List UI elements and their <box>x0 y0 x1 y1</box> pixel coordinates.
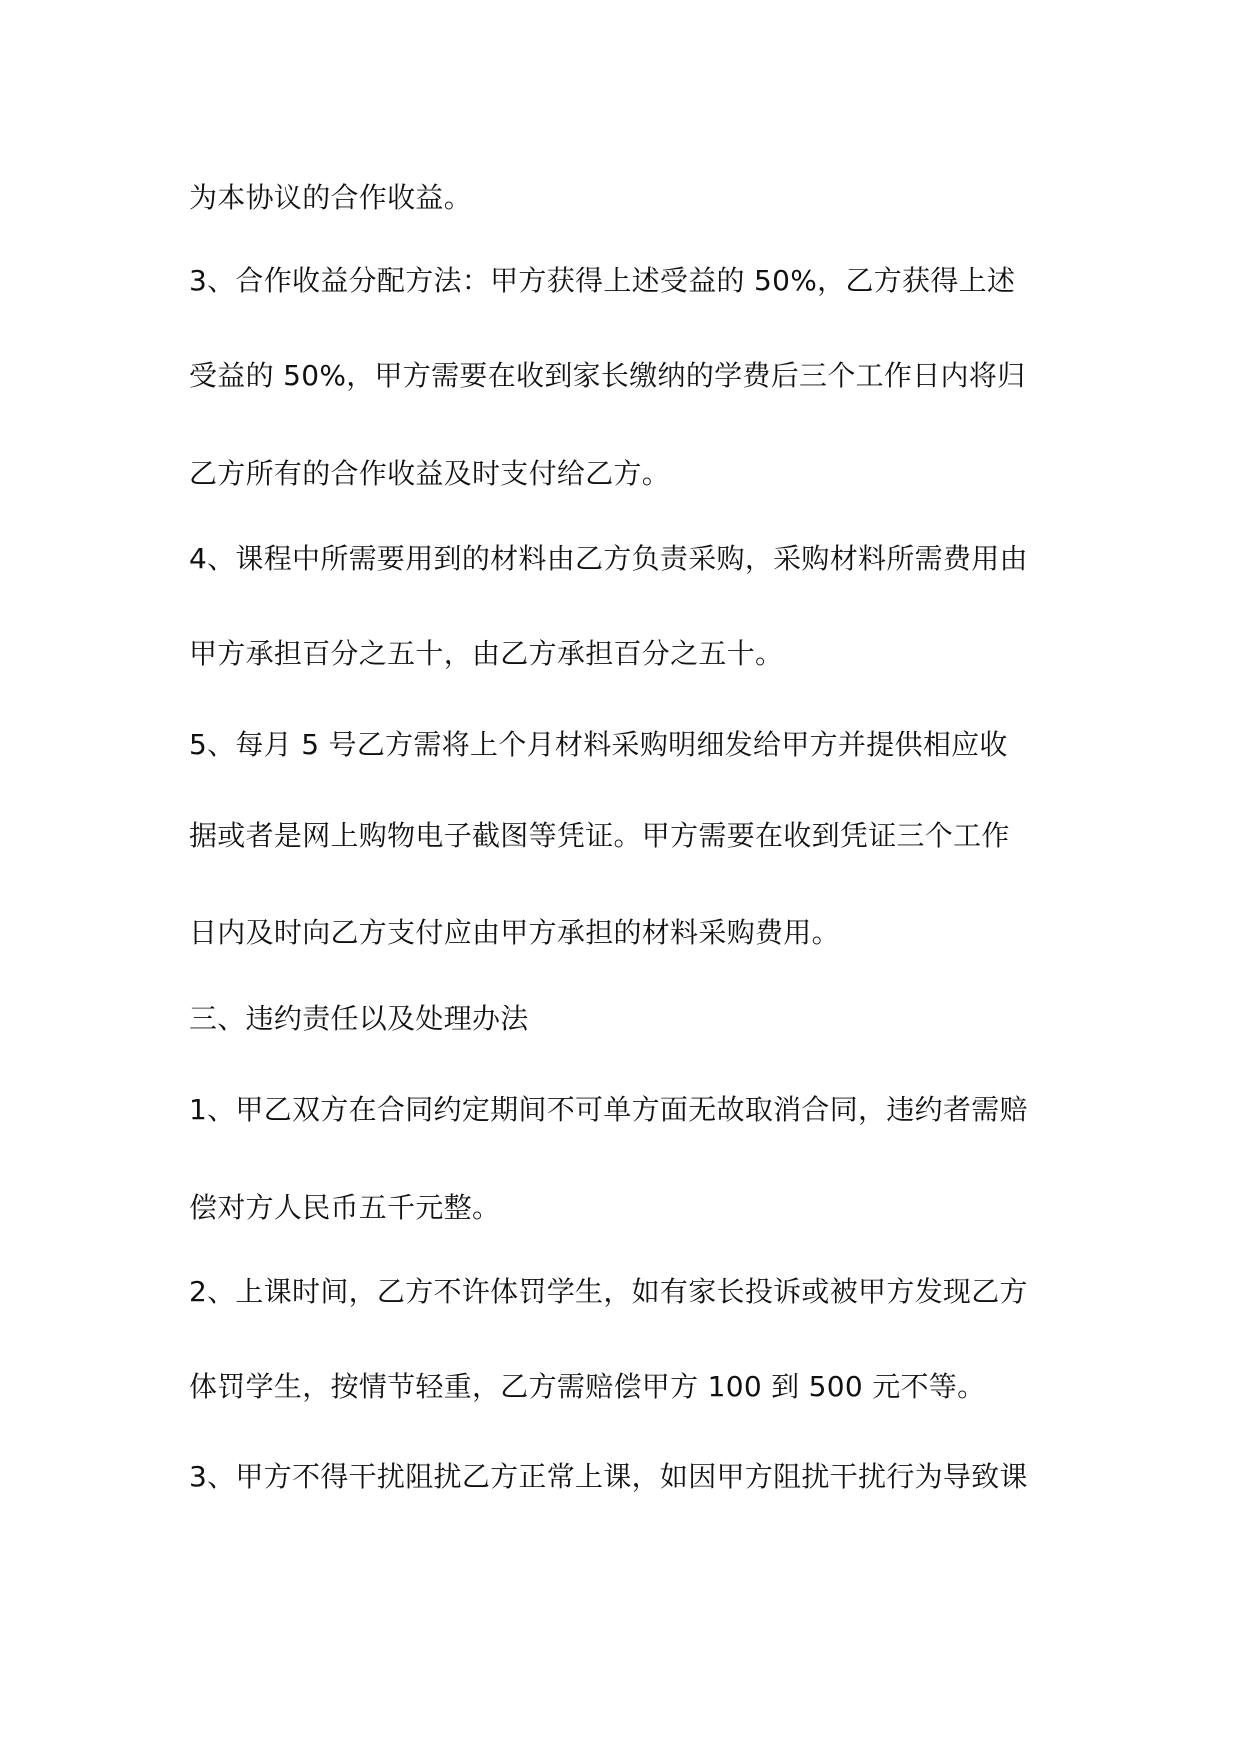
clause-5-line-3: 日内及时向乙方支付应由甲方承担的材料采购费用。 <box>189 916 840 949</box>
clause-3-line-2: 受益的 50%，甲方需要在收到家长缴纳的学费后三个工作日内将归 <box>189 359 1026 392</box>
clause-3-line-3: 乙方所有的合作收益及时支付给乙方。 <box>189 457 671 490</box>
clause-4-line-2: 甲方承担百分之五十，由乙方承担百分之五十。 <box>189 637 784 670</box>
text-line: 为本协议的合作收益。 <box>189 181 473 214</box>
penalty-2-line-1: 2、上课时间，乙方不许体罚学生，如有家长投诉或被甲方发现乙方 <box>189 1275 1028 1308</box>
penalty-2-line-2: 体罚学生，按情节轻重，乙方需赔偿甲方 100 到 500 元不等。 <box>189 1370 986 1403</box>
clause-3-line-1: 3、合作收益分配方法：甲方获得上述受益的 50%，乙方获得上述 <box>189 264 1016 297</box>
clause-5-line-1: 5、每月 5 号乙方需将上个月材料采购明细发给甲方并提供相应收 <box>189 728 1008 761</box>
section-heading: 三、违约责任以及处理办法 <box>189 1002 529 1035</box>
clause-5-line-2: 据或者是网上购物电子截图等凭证。甲方需要在收到凭证三个工作 <box>189 819 1010 852</box>
clause-4-line-1: 4、课程中所需要用到的材料由乙方负责采购，采购材料所需费用由 <box>189 542 1028 575</box>
penalty-3-line-1: 3、甲方不得干扰阻扰乙方正常上课，如因甲方阻扰干扰行为导致课 <box>189 1460 1028 1493</box>
penalty-1-line-2: 偿对方人民币五千元整。 <box>189 1191 501 1224</box>
penalty-1-line-1: 1、甲乙双方在合同约定期间不可单方面无故取消合同，违约者需赔 <box>189 1093 1028 1126</box>
